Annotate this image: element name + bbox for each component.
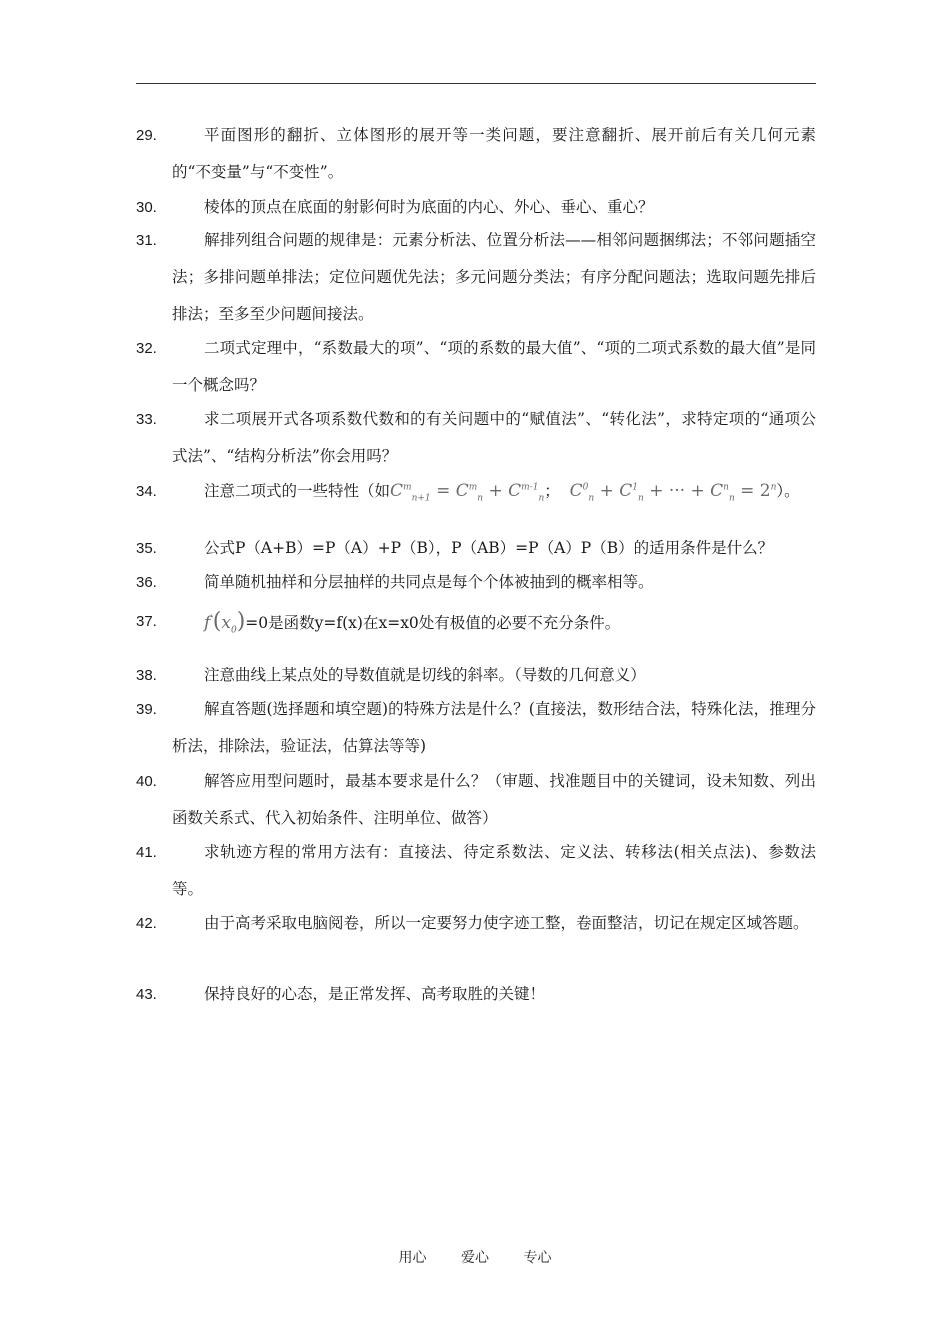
list-item-31 [136, 222, 816, 333]
list-item-40 [136, 763, 816, 837]
list-item-33 [136, 401, 816, 475]
page-footer [0, 1247, 950, 1267]
item-text [172, 530, 816, 567]
item-number: 32. [136, 340, 157, 357]
item-text-content: 公式P（A+B）=P（A）+P（B），P（AB）=P（A）P（B）的适用条件是什么？ [204, 539, 774, 557]
item-text: 由于高考采取电脑阅卷，所以一定要努力使字迹工整，卷面整洁，切记在规定区域答题。 [204, 914, 809, 932]
item-number: 39. [136, 701, 157, 718]
header-rule [136, 83, 816, 84]
item-text [172, 473, 816, 510]
item-text: 注意曲线上某点处的导数值就是切线的斜率。（导数的几何意义） [204, 666, 646, 684]
item-number: 33. [136, 411, 157, 428]
formula-separator: ； [544, 482, 560, 500]
item-number: 38. [136, 667, 157, 684]
list-item-37 [136, 603, 816, 642]
footer-text-3: 专心 [523, 1250, 552, 1266]
item-number: 29. [136, 127, 157, 144]
item-number: 40. [136, 773, 157, 790]
list-item-42 [136, 905, 816, 942]
item-text: 解答应用型问题时，最基本要求是什么？（审题、找准题目中的关键词，设未知数、列出函数关系式、代入初始条件、注明单位、做答） [172, 772, 816, 827]
list-item-30 [136, 189, 816, 226]
list-item-38 [136, 657, 816, 694]
combination-identity-formula: $C^m_{n+1} = C^m_n + C^{m-1}_n$ [390, 481, 545, 504]
list-item-43 [136, 976, 816, 1013]
list-item-34 [136, 473, 816, 510]
list-item-29 [136, 117, 816, 191]
list-item-39 [136, 691, 816, 765]
derivative-formula: $f'(x_0)$ [204, 609, 246, 636]
item-text [172, 603, 816, 642]
item-text-after: ）。 [776, 482, 800, 500]
item-number: 43. [136, 986, 157, 1003]
item-number: 41. [136, 844, 157, 861]
item-number: 42. [136, 915, 157, 932]
list-item-36 [136, 564, 816, 601]
footer-text-1: 用心 [398, 1250, 427, 1266]
item-text: 求轨迹方程的常用方法有：直接法、待定系数法、定义法、转移法(相关点法)、参数法等。 [172, 843, 816, 898]
item-text: 保持良好的心态，是正常发挥、高考取胜的关键！ [204, 985, 546, 1003]
item-text: 解直答题(选择题和填空题)的特殊方法是什么？(直接法，数形结合法，特殊化法，推理分析法，排除法，验证法，估算法等等) [172, 700, 816, 755]
list-item-35 [136, 530, 816, 567]
item-number: 37. [136, 613, 157, 630]
item-text: 简单随机抽样和分层抽样的共同点是每个个体被抽到的概率相等。 [204, 573, 654, 591]
item-number: 31. [136, 232, 157, 249]
item-text: 二项式定理中，“系数最大的项”、“项的系数的最大值”、“项的二项式系数的最大值”是同一个概念吗？ [172, 339, 816, 394]
item-number: 30. [136, 199, 157, 216]
item-text: 棱体的顶点在底面的射影何时为底面的内心、外心、垂心、重心？ [204, 198, 654, 216]
item-text: 解排列组合问题的规律是：元素分析法、位置分析法——相邻问题捆绑法；不邻问题插空法；多排问题单排法；定位问题优先法；多元问题分类法；有序分配问题法；选取问题先排后排法；至多至少问题间接法。 [172, 231, 816, 323]
item-text: 平面图形的翻折、立体图形的展开等一类问题，要注意翻折、展开前后有关几何元素的“不变量”与“不变性”。 [172, 126, 816, 181]
list-item-32 [136, 330, 816, 404]
item-text: 求二项展开式各项系数代数和的有关问题中的“赋值法”、“转化法”，求特定项的“通项公式法”、“结构分析法”你会用吗？ [172, 410, 816, 465]
item-number: 34. [136, 483, 157, 500]
item-number: 35. [136, 540, 157, 557]
item-number: 36. [136, 574, 157, 591]
binomial-sum-formula: $C^0_n + C^1_n$ + ··· + $C^n_n = 2^n$ [569, 481, 777, 504]
item-text-before: 注意二项式的一些特性（如 [204, 482, 391, 500]
footer-text-2: 爱心 [461, 1250, 489, 1266]
item-text-after: =0是函数y=f(x)在x=x0处有极值的必要不充分条件。 [245, 614, 621, 632]
list-item-41 [136, 834, 816, 908]
